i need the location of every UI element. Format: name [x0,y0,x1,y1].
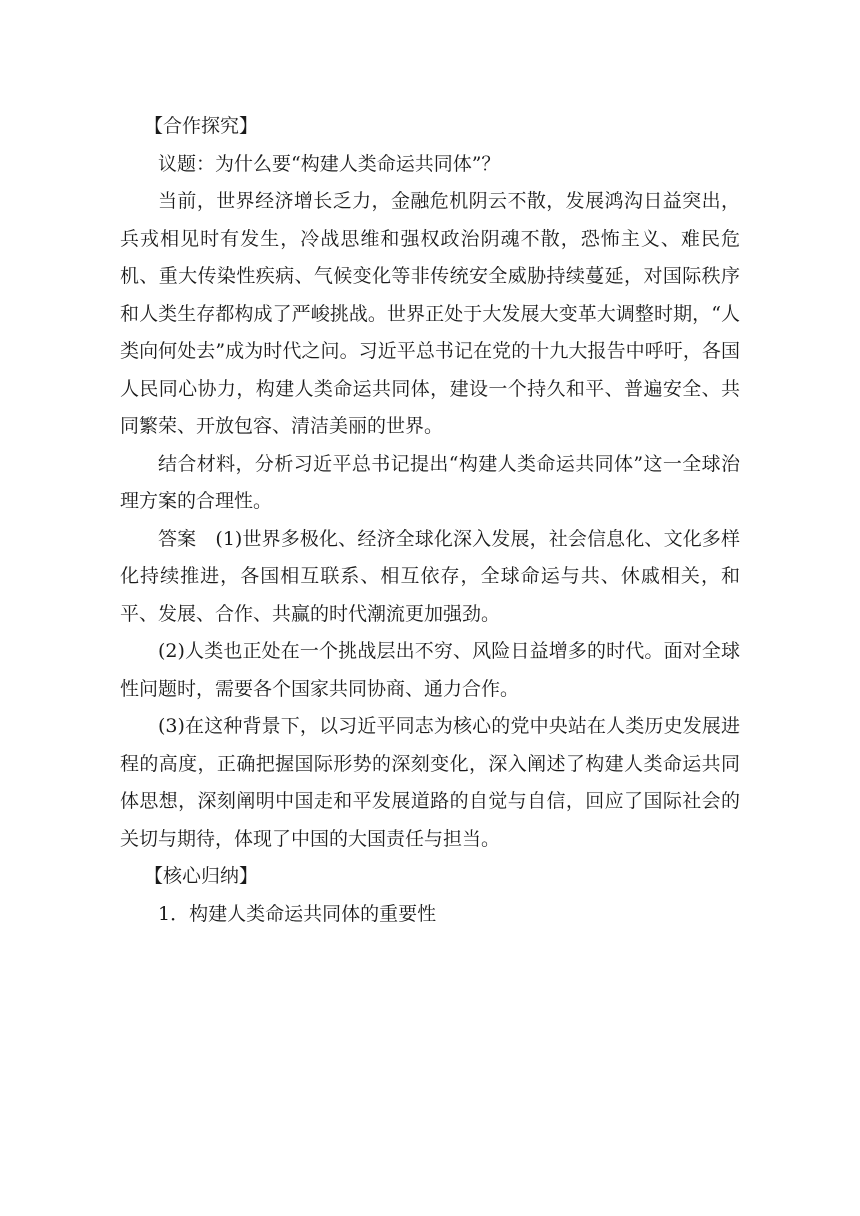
analysis-question: 结合材料，分析习近平总书记提出“构建人类命运共同体”这一全球治理方案的合理性。 [120,452,740,512]
document-body [120,108,740,933]
answer-point-3: (3)在这种背景下，以习近平同志为核心的党中央站在人类历史发展进程的高度，正确把握国际形势的深刻变化，深入阐述了构建人类命运共同体思想，深刻阐明中国走和平发展道路的自觉与自信，回应了国际社会的关切与期待，体现了中国的大国责任与担当。 [120,715,740,850]
answer-point-2: (2)人类也正处在一个挑战层出不穷、风险日益增多的时代。面对全球性问题时，需要各个国家共同协商、通力合作。 [120,640,740,700]
answer-point-1: 答案 (1)世界多极化、经济全球化深入发展，社会信息化、文化多样化持续推进，各国相互联系、相互依存，全球命运与共、休戚相关，和平、发展、合作、共赢的时代潮流更加强劲。 [120,527,740,625]
summary-item-1: 1．构建人类命运共同体的重要性 [158,902,437,925]
material-paragraph: 当前，世界经济增长乏力，金融危机阴云不散，发展鸿沟日益突出，兵戎相见时有发生，冷战思维和强权政治阴魂不散，恐怖主义、难民危机、重大传染性疾病、气候变化等非传统安全威胁持续蔓延，对国际秩序和人类生存都构成了严峻挑战。世界正处于大发展大变革大调整时期，“人类向何处去”成为时代之问。习近平总书记在党的十九大报告中呼吁，各国人民同心协力，构建人类命运共同体，建设一个持久和平、普遍安全、共同繁荣、开放包容、清洁美丽的世界。 [120,190,740,437]
topic-question: 议题：为什么要“构建人类命运共同体”？ [158,152,501,175]
section-heading-cooperative-inquiry: 【合作探究】 [144,115,259,137]
section-heading-core-summary: 【核心归纳】 [144,865,259,887]
